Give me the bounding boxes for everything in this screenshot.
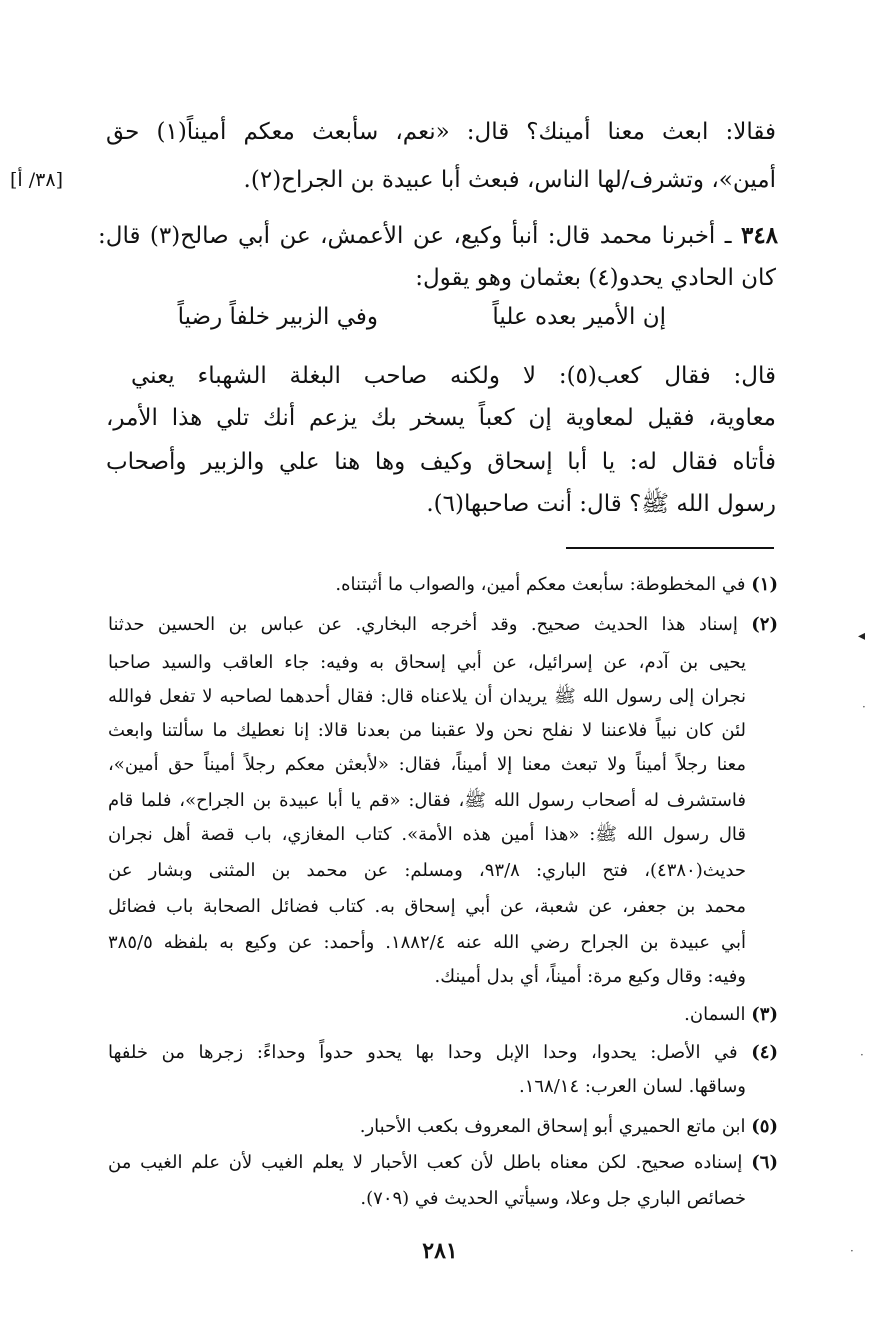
footnote-6-line: خصائص الباري جل وعلا، وسيأتي الحديث في (٧٠٩). bbox=[360, 1188, 746, 1209]
footnote-number: (٣) bbox=[751, 1004, 778, 1025]
footnote-number: (١) bbox=[751, 574, 778, 595]
verse-first-hemistich: إن الأمير بعده علياً bbox=[492, 304, 666, 330]
hadith-isnad: ـ أخبرنا محمد قال: أنبأ وكيع، عن الأعمش، عن أبي صالح(٣) قال: bbox=[98, 223, 732, 249]
body-line-8: رسول الله ﷺ؟ قال: أنت صاحبها(٦). bbox=[426, 491, 776, 517]
footnote-text: إسناد هذا الحديث صحيح. وقد أخرجه البخاري. عن عباس بن الحسين حدثنا bbox=[108, 614, 738, 635]
footnote-1 bbox=[108, 572, 778, 598]
footnote-text: في المخطوطة: سأبعث معكم أمين، والصواب ما أثبتناه. bbox=[335, 574, 746, 595]
footnote-number: (٦) bbox=[751, 1152, 778, 1173]
footnote-2-line: قال رسول الله ﷺ: «هذا أمين هذه الأمة». كتاب المغازي، باب قصة أهل نجران bbox=[108, 824, 746, 845]
scan-speck: ◂ bbox=[858, 628, 866, 644]
hadith-number: ٣٤٨ bbox=[740, 222, 779, 249]
footnote-number: (٢) bbox=[751, 614, 778, 635]
body-line-5: قال: فقال كعب(٥): لا ولكنه صاحب البغلة الشهباء يعني bbox=[131, 363, 776, 389]
footnote-4-first-line bbox=[108, 1040, 778, 1066]
footnote-text: ابن ماتع الحميري أبو إسحاق المعروف بكعب الأحبار. bbox=[359, 1116, 746, 1137]
footnote-2-line: يحيى بن آدم، عن إسرائيل، عن أبي إسحاق به وفيه: جاء العاقب والسيد صاحبا bbox=[108, 652, 746, 673]
footnote-2-line: لئن كان نبياً فلاعننا لا نفلح نحن ولا عقبنا من بعدنا قالا: إنا نعطيك ما سألتنا وابعث bbox=[108, 720, 746, 741]
footnote-4-line: وساقها. لسان العرب: ١٦٨/١٤. bbox=[518, 1076, 746, 1097]
body-line-1: فقالا: ابعث معنا أمينك؟ قال: «نعم، سأبعث معكم أميناً(١) حق bbox=[106, 119, 776, 145]
scan-speck: · bbox=[862, 700, 866, 714]
footnote-2-line: حديث(٤٣٨٠)، فتح الباري: ٩٣/٨، ومسلم: عن محمد بن المثنى وبشار عن bbox=[108, 860, 746, 881]
verse-second-hemistich: وفي الزبير خلفاً رضياً bbox=[177, 304, 378, 330]
footnote-5 bbox=[108, 1114, 778, 1140]
body-line-2: أمين»، وتشرف/لها الناس، فبعث أبا عبيدة بن الجراح(٢). bbox=[243, 167, 776, 193]
footnote-2-first-line bbox=[108, 612, 778, 638]
footnote-3 bbox=[108, 1002, 778, 1028]
footnote-2-line: وفيه: وقال وكيع مرة: أميناً، أي بدل أمينك. bbox=[434, 966, 746, 987]
footnote-text: السمان. bbox=[684, 1004, 746, 1025]
marginal-folio-reference: [٣٨/ أ] bbox=[10, 169, 63, 191]
footnote-6-first-line bbox=[108, 1150, 778, 1176]
body-line-6: معاوية، فقيل لمعاوية إن كعباً يسخر بك يزعم أنك تلي هذا الأمر، bbox=[106, 405, 776, 431]
footnote-number: (٥) bbox=[751, 1116, 778, 1137]
footnote-2-line: أبي عبيدة بن الجراح رضي الله عنه ١٨٨٢/٤. وأحمد: عن وكيع به بلفظه ٣٨٥/٥ bbox=[108, 932, 746, 953]
footnote-text: إسناده صحيح. لكن معناه باطل لأن كعب الأحبار لا يعلم الغيب لأن علم الغيب من bbox=[108, 1152, 743, 1173]
scan-speck: · bbox=[860, 1048, 864, 1062]
footnote-2-line: محمد بن جعفر، عن شعبة، عن أبي إسحاق به. كتاب فضائل الصحابة باب فضائل bbox=[108, 896, 746, 917]
footnote-2-line: نجران إلى رسول الله ﷺ يريدان أن يلاعناه قال: فقال أحدهما لصاحبه لا تفعل فوالله bbox=[108, 686, 746, 707]
body-line-7: فأتاه فقال له: يا أبا إسحاق وكيف وها هنا علي والزبير وأصحاب bbox=[106, 449, 776, 475]
body-line-4: كان الحادي يحدو(٤) بعثمان وهو يقول: bbox=[415, 265, 776, 291]
hadith-heading-line bbox=[98, 222, 778, 250]
scan-speck: · bbox=[850, 1244, 854, 1258]
footnote-number: (٤) bbox=[751, 1042, 778, 1063]
page-number: ٢٨١ bbox=[422, 1238, 458, 1264]
footnote-2-line: فاستشرف له أصحاب رسول الله ﷺ، فقال: «قم يا أبا عبيدة بن الجراح»، فلما قام bbox=[108, 790, 746, 811]
footnote-text: في الأصل: يحدوا، وحدا الإبل وحدا بها يحدو حدواً وحداءً: زجرها من خلفها bbox=[108, 1042, 738, 1063]
footnote-divider bbox=[566, 547, 774, 549]
footnote-2-line: معنا رجلاً أميناً ولا تبعث معنا إلا أميناً، فقال: «لأبعثن معكم رجلاً أميناً حق أمين»، bbox=[108, 754, 746, 775]
